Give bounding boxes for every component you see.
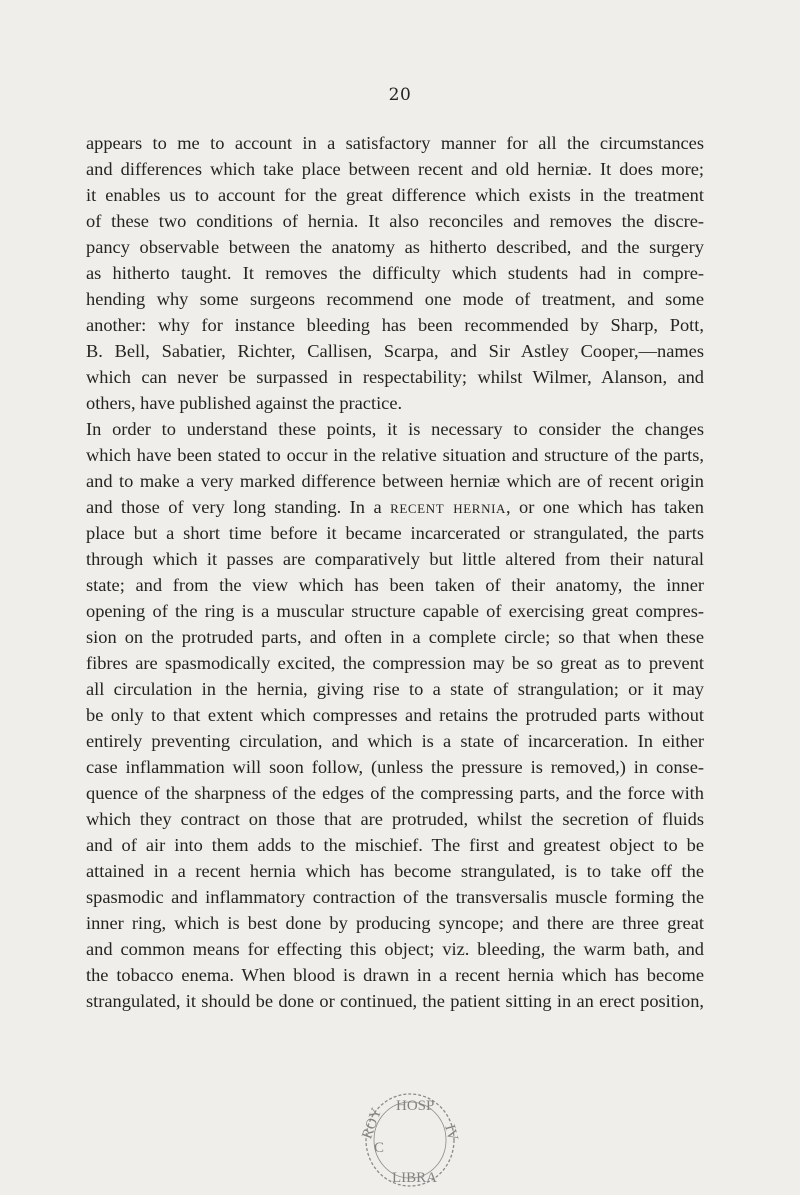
text-line: opening of the ring is a muscular structure capable of exercising great compres- <box>86 601 704 621</box>
text-line: pancy observable between the anatomy as hitherto described, and the surgery <box>86 237 704 257</box>
text-line: it enables us to account for the great difference which exists in the treatment <box>86 185 704 205</box>
text-line: inner ring, which is best done by producing syncope; and there are three great <box>86 913 704 933</box>
text-line: spasmodic and inflammatory contraction of the transversalis muscle forming the <box>86 887 704 907</box>
text-line: another: why for instance bleeding has been recommended by Sharp, Pott, <box>86 315 704 335</box>
small-caps-term: recent hernia <box>390 497 506 517</box>
text-line: sion on the protruded parts, and often in a complete circle; so that when these <box>86 627 704 647</box>
text-line: quence of the sharpness of the edges of the compressing parts, and the force with <box>86 783 704 803</box>
text-line: place but a short time before it became incarcerated or strangulated, the parts <box>86 523 704 543</box>
text-line: fibres are spasmodically excited, the compression may be so great as to prevent <box>86 653 704 673</box>
text-line: be only to that extent which compresses and retains the protruded parts without <box>86 705 704 725</box>
text-line: and differences which take place between recent and old herniæ. It does more; <box>86 159 704 179</box>
text-line: which they contract on those that are protruded, whilst the secretion of fluids <box>86 809 704 829</box>
text-line: of these two conditions of hernia. It also reconciles and removes the discre- <box>86 211 704 231</box>
library-stamp <box>359 1090 461 1190</box>
text-line: and common means for effecting this object; viz. bleeding, the warm bath, and <box>86 939 704 959</box>
text-span: and those of very long standing. In a <box>86 497 391 517</box>
text-line: appears to me to account in a satisfactory manner for all the circumstances <box>86 133 704 153</box>
text-line: through which it passes are comparatively but little altered from their natural <box>86 549 704 569</box>
body-text <box>86 130 704 1014</box>
text-line: case inflammation will soon follow, (unless the pressure is removed,) in conse- <box>86 757 704 777</box>
stamp-top-text: HOSP <box>396 1098 435 1114</box>
text-line: and to make a very marked difference between herniæ which are of recent origin <box>86 471 704 491</box>
text-line: and of air into them adds to the mischief. The first and greatest object to be <box>86 835 704 855</box>
stamp-bottom-text: LIBRA <box>392 1170 437 1186</box>
text-span: , or one which has taken <box>506 497 705 517</box>
text-line: hending why some surgeons recommend one mode of treatment, and some <box>86 289 704 309</box>
page-number: 20 <box>388 85 412 105</box>
text-line: which have been stated to occur in the relative situation and structure of the parts, <box>86 445 704 465</box>
stamp-right-text: IV <box>441 1123 461 1143</box>
text-line: state; and from the view which has been taken of their anatomy, the inner <box>86 575 704 595</box>
text-line: strangulated, it should be done or continued, the patient sitting in an erect position, <box>86 991 704 1011</box>
text-line: all circulation in the hernia, giving rise to a state of strangulation; or it may <box>86 679 704 699</box>
text-line-recent-hernia <box>86 494 704 520</box>
paragraph-end-line: others, have published against the practice. <box>86 393 403 413</box>
text-line: attained in a recent hernia which has become strangulated, is to take off the <box>86 861 704 881</box>
text-line: entirely preventing circulation, and which is a state of incarceration. In either <box>86 731 704 751</box>
text-line: the tobacco enema. When blood is drawn in a recent hernia which has become <box>86 965 704 985</box>
stamp-inner-letter: C <box>374 1140 385 1156</box>
text-line: which can never be surpassed in respectability; whilst Wilmer, Alanson, and <box>86 367 704 387</box>
paragraph-start-line: In order to understand these points, it is necessary to consider the changes <box>86 419 704 439</box>
text-line: B. Bell, Sabatier, Richter, Callisen, Scarpa, and Sir Astley Cooper,—names <box>86 341 704 361</box>
stamp-left-text: ROY <box>359 1105 386 1142</box>
text-line: as hitherto taught. It removes the difficulty which students had in compre- <box>86 263 704 283</box>
